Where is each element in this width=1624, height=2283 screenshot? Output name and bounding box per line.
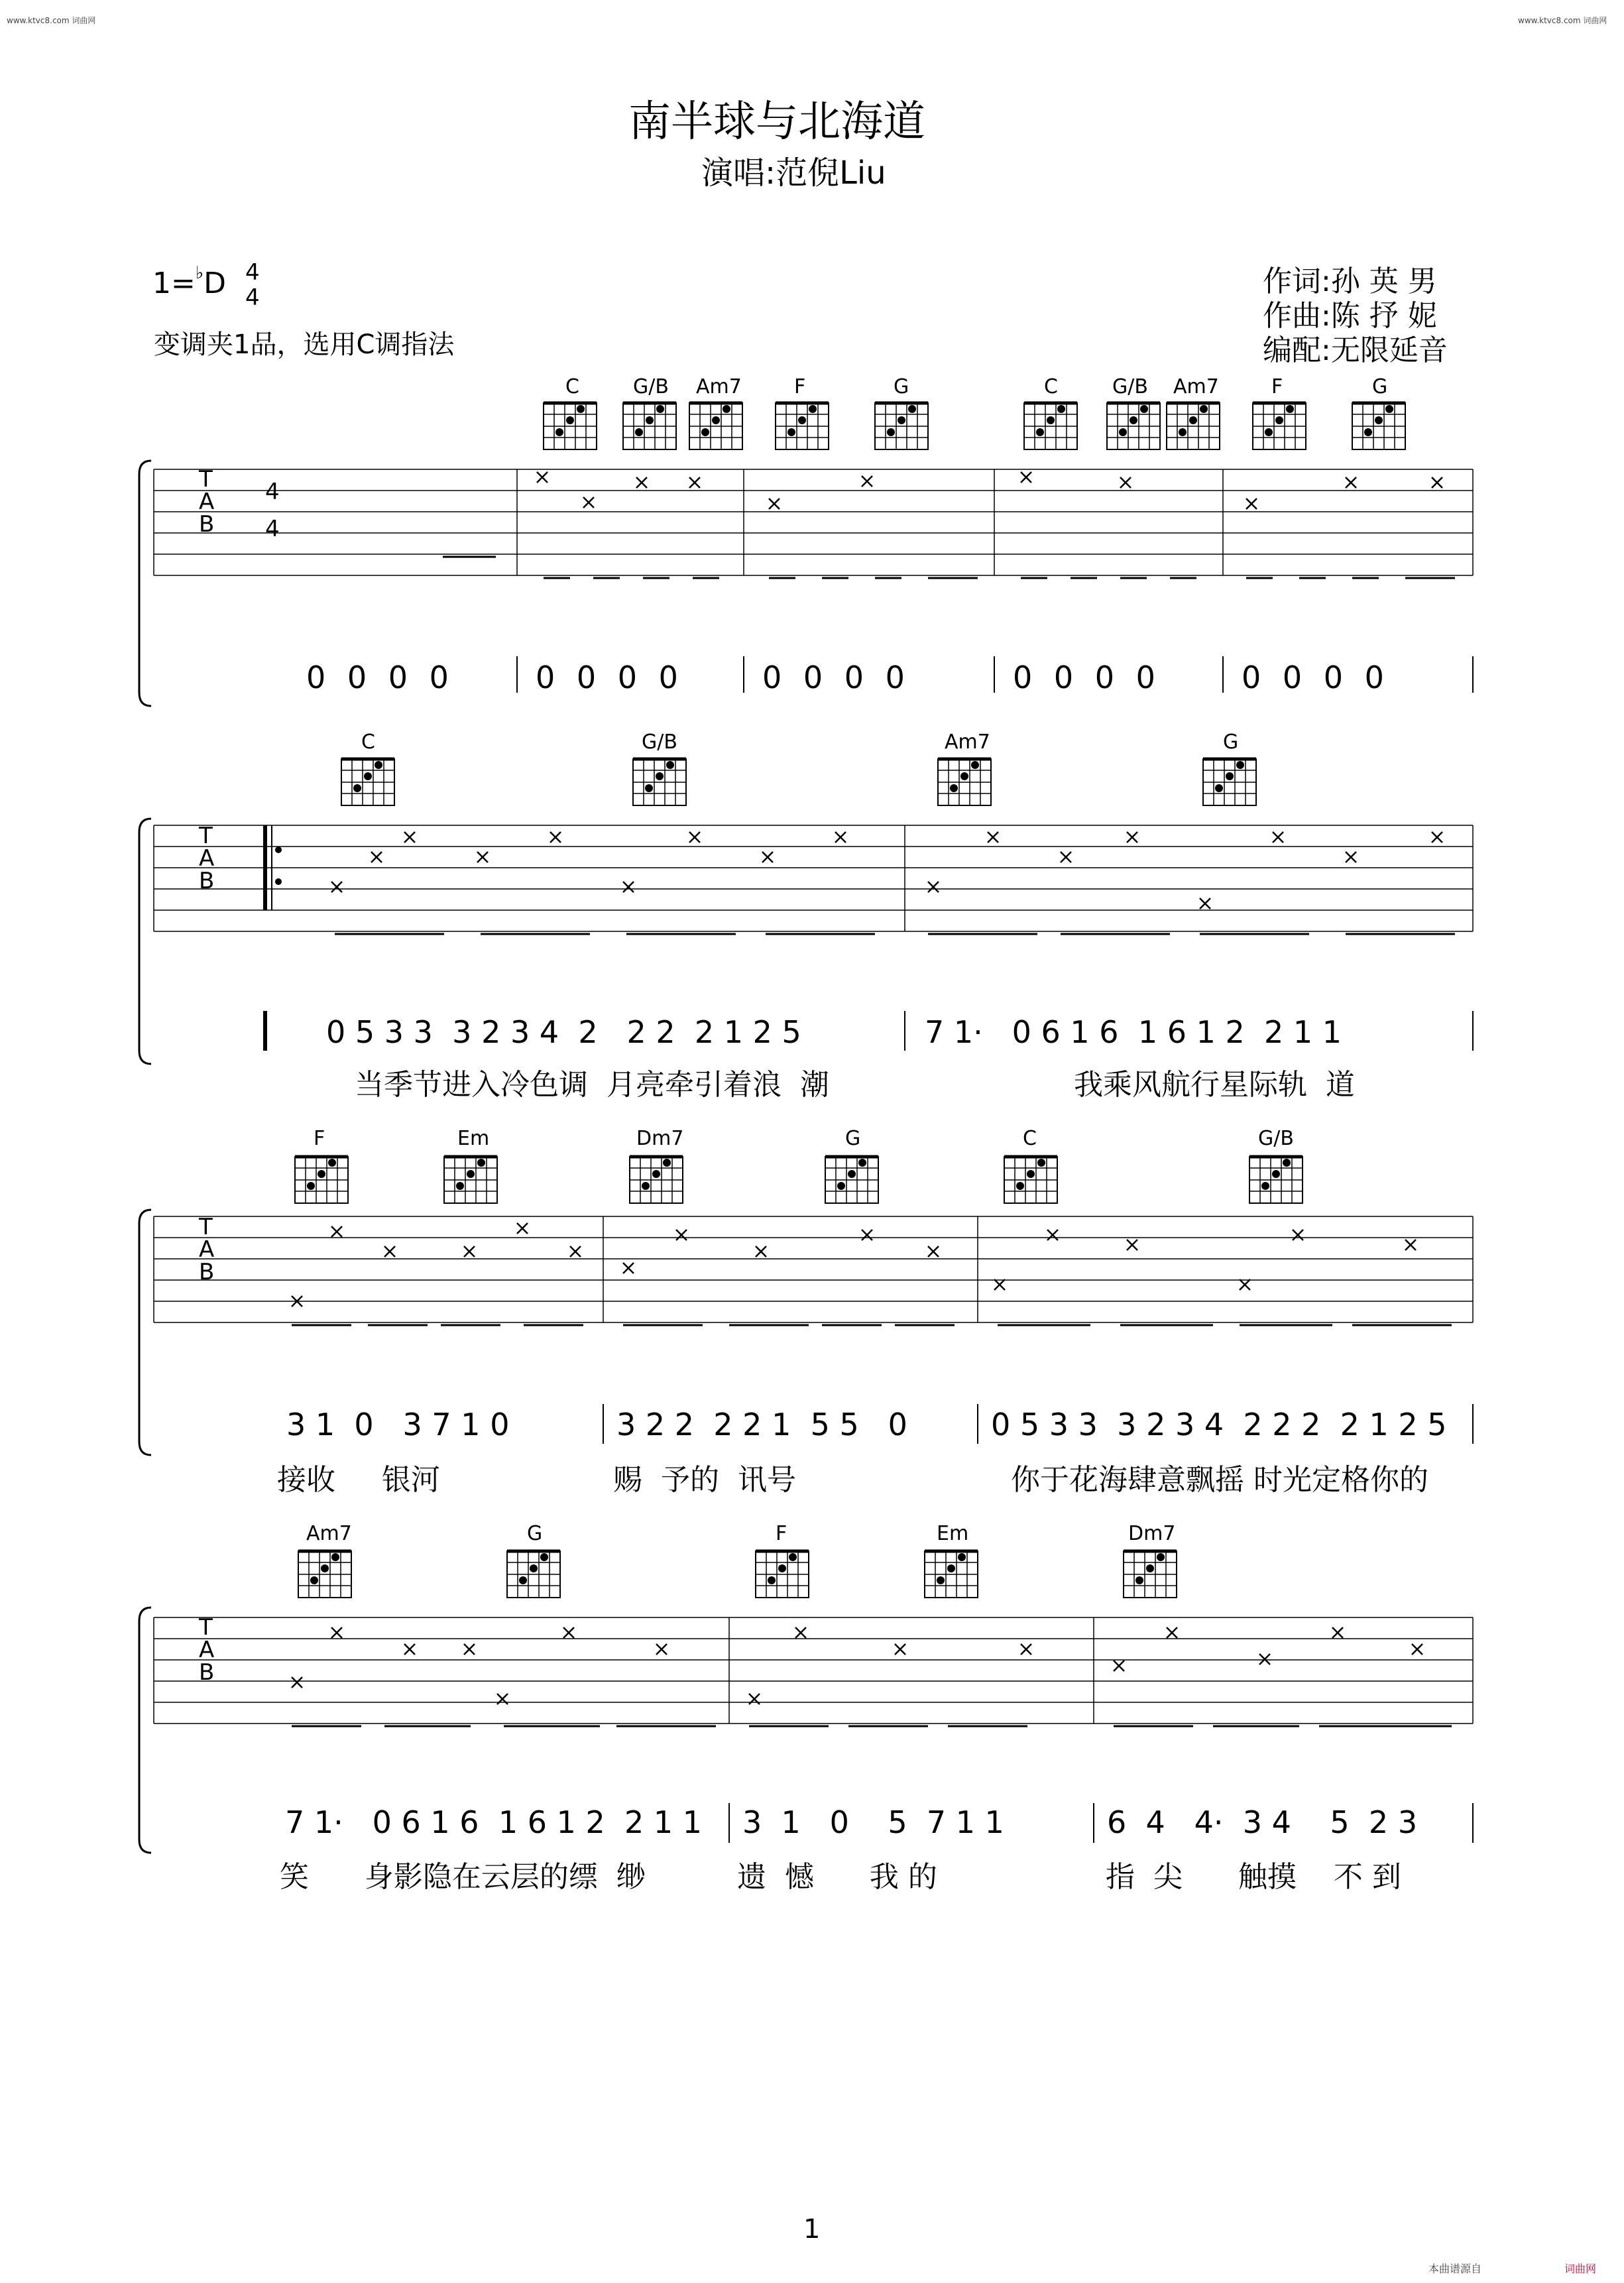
lyrics-line: 接收 银河 [277, 1463, 440, 1497]
lyrics-line: 指 尖 触摸 不 到 [1106, 1860, 1401, 1894]
chord-name: Em [937, 1522, 969, 1545]
capo-note: 变调夹1品，选用C调指法 [154, 329, 455, 360]
jianpu-measure: 0 0 0 0 [1242, 660, 1384, 695]
chord-name: G [1223, 731, 1239, 754]
chord-name: C [1023, 1127, 1037, 1150]
tab-time-signature-1: 4 4 [265, 479, 280, 542]
tab-clef-3: T A B [199, 1214, 215, 1285]
composer-credit: 作曲:陈 抒 妮 [1263, 299, 1437, 333]
jianpu-measure: 0 0 0 0 [762, 660, 905, 695]
arranger-credit: 编配:无限延音 [1263, 333, 1448, 367]
chord-name: G/B [1112, 375, 1148, 398]
lyrics-line: 赐 予的 讯号 [613, 1463, 796, 1497]
chord-name: F [776, 1522, 787, 1545]
chord-name: Am7 [1173, 375, 1219, 398]
chord-name: G [527, 1522, 543, 1545]
time-signature: 4 4 [245, 259, 260, 311]
chord-name: Dm7 [636, 1127, 684, 1150]
jianpu-line: 0 5 3 3 3 2 3 4 2 2 2 2 1 2 5 [326, 1014, 801, 1050]
jianpu-line: 3 1 0 3 7 1 0 [286, 1407, 510, 1442]
tab-clef-2: T A B [199, 823, 215, 894]
footer-site: 词曲网 [1564, 2262, 1597, 2275]
chord-name: F [794, 375, 806, 398]
jianpu-line: 3 1 0 5 7 1 1 [742, 1804, 1004, 1840]
chord-name: G [894, 375, 909, 398]
chord-name: Em [457, 1127, 490, 1150]
chord-name: G [1372, 375, 1388, 398]
jianpu-measure: 0 0 0 0 [306, 660, 449, 695]
chord-name: F [314, 1127, 325, 1150]
chord-name: G/B [642, 731, 677, 754]
jianpu-line: 3 2 2 2 2 1 5 5 0 [616, 1407, 907, 1442]
chord-name: C [1044, 375, 1058, 398]
chord-name: Am7 [945, 731, 990, 754]
chord-name: Am7 [306, 1522, 352, 1545]
key-signature: 1=♭D [152, 263, 227, 300]
jianpu-line: 7 1· 0 6 1 6 1 6 1 2 2 1 1 [285, 1804, 703, 1840]
chord-name: Dm7 [1128, 1522, 1176, 1545]
tab-clef-1: T A B [199, 466, 215, 538]
lyrics-line: 我乘风航行星际轨 道 [1074, 1068, 1355, 1102]
jianpu-line: 0 5 3 3 3 2 3 4 2 2 2 2 1 2 5 [991, 1407, 1447, 1442]
singer-credit: 演唱:范倪Liu [701, 154, 886, 192]
jianpu-measure: 0 0 0 0 [1013, 660, 1155, 695]
lyrics-line: 遗 憾 我 的 [737, 1860, 937, 1894]
chord-name: G/B [1258, 1127, 1294, 1150]
site-watermark-right: www.ktvc8.com 词曲网 [1518, 16, 1607, 25]
chord-name: C [565, 375, 579, 398]
site-watermark-left: www.ktvc8.com 词曲网 [7, 16, 96, 25]
page-number: 1 [803, 2214, 821, 2245]
jianpu-line: 7 1· 0 6 1 6 1 6 1 2 2 1 1 [925, 1014, 1342, 1050]
lyrics-line: 当季节进入冷色调 月亮牵引着浪 潮 [355, 1068, 829, 1102]
chord-name: F [1271, 375, 1283, 398]
chord-name: G/B [633, 375, 669, 398]
lyrics-line: 你于花海肆意飘摇 时光定格你的 [1011, 1463, 1428, 1497]
jianpu-measure: 0 0 0 0 [536, 660, 678, 695]
lyrics-line: 笑 身影隐在云层的缥 缈 [280, 1860, 646, 1894]
lyricist-credit: 作词:孙 英 男 [1263, 264, 1437, 298]
footer-source: 本曲谱源自 [1428, 2262, 1482, 2275]
song-title: 南半球与北海道 [628, 97, 925, 146]
chord-name: G [845, 1127, 861, 1150]
jianpu-barlines [265, 656, 1473, 1843]
jianpu-line: 6 4 4· 3 4 5 2 3 [1107, 1804, 1418, 1840]
chord-name: C [361, 731, 375, 754]
tab-clef-4: T A B [199, 1614, 215, 1686]
chord-name: Am7 [696, 375, 742, 398]
